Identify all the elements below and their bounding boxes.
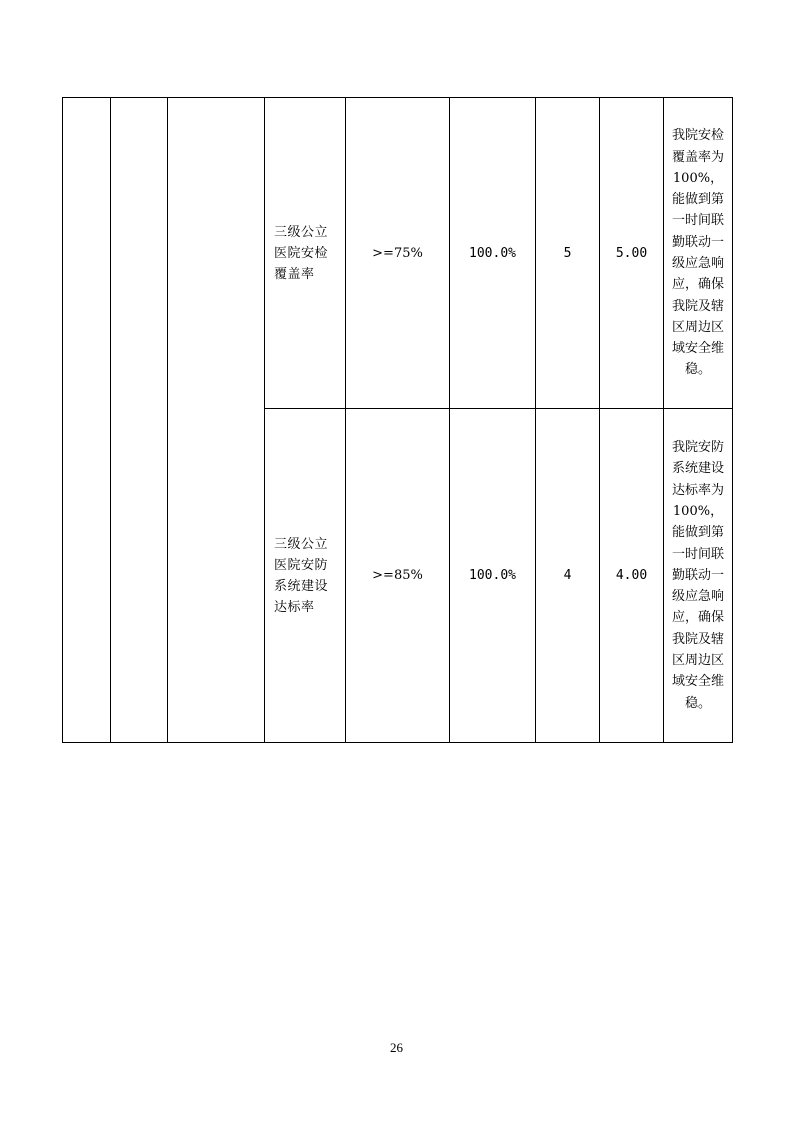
score-cell	[600, 98, 664, 409]
indicator-name-cell	[265, 98, 346, 409]
weight-value: 5	[563, 245, 572, 261]
level3-indicator-cell	[168, 98, 265, 743]
target-value-cell	[346, 98, 450, 409]
target-value-cell	[346, 409, 450, 743]
indicator-name-cell	[265, 409, 346, 743]
remark-text: 我院安检覆盖率为100%，能做到第一时间联勤联动一级应急响应，确保我院及辖区周边区域安全维稳。	[671, 128, 724, 378]
weight-cell	[536, 409, 600, 743]
score-value: 5.00	[615, 245, 648, 261]
actual-value-cell	[450, 98, 536, 409]
table-row	[63, 98, 733, 409]
actual-value-cell	[450, 409, 536, 743]
indicator-name: 三级公立医院安防系统建设达标率	[274, 536, 329, 615]
target-value: >=85%	[372, 568, 423, 583]
actual-value: 100.0%	[469, 245, 516, 261]
level1-indicator-cell	[63, 98, 111, 743]
remark-text: 我院安防系统建设达标率为100%，能做到第一时间联勤联动一级应急响应，确保我院及辖区周边区域安全维稳。	[671, 440, 724, 711]
indicator-name: 三级公立医院安检覆盖率	[274, 224, 329, 282]
remark-cell	[664, 98, 733, 409]
level2-indicator-cell	[111, 98, 168, 743]
weight-value: 4	[563, 568, 572, 583]
remark-cell	[664, 409, 733, 743]
weight-cell	[536, 98, 600, 409]
score-cell	[600, 409, 664, 743]
performance-indicator-table	[62, 97, 733, 743]
target-value: >=75%	[372, 245, 423, 261]
actual-value: 100.0%	[469, 568, 516, 583]
score-value: 4.00	[615, 568, 648, 583]
page-number: 26	[390, 1040, 403, 1055]
